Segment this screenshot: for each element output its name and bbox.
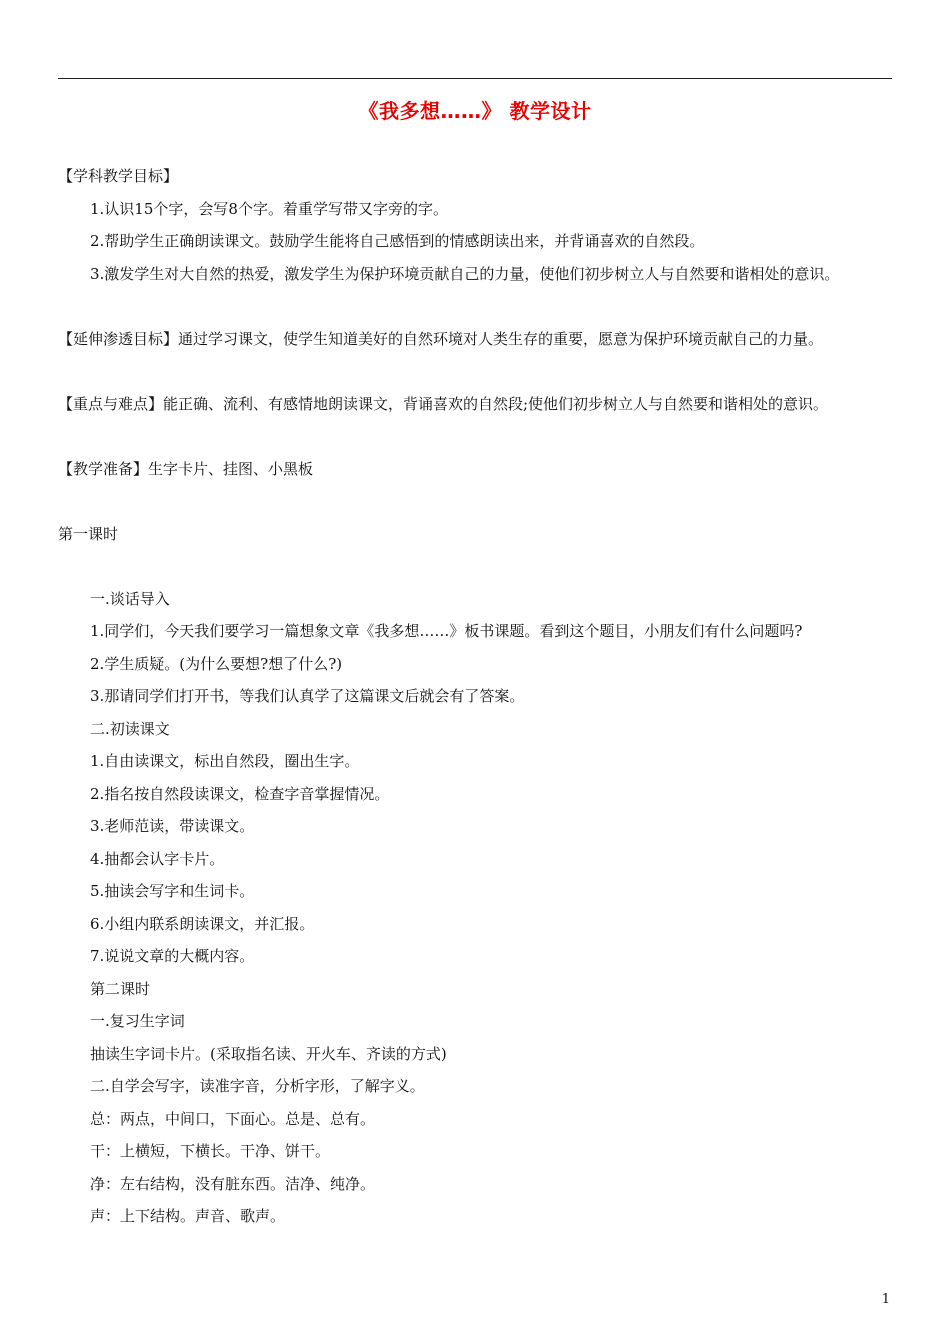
- goal-item-1: 1.认识15个字，会写8个字。着重学写带又字旁的字。: [90, 199, 448, 218]
- lesson-1-section-1-title: 一.谈话导入: [90, 589, 170, 608]
- page-number: 1: [881, 1292, 890, 1307]
- lesson-1-section-2-title: 二.初读课文: [90, 719, 170, 738]
- character-entry: 总：两点，中间口，下面心。总是、总有。: [90, 1109, 376, 1128]
- header-rule: [58, 78, 892, 79]
- lesson-1-section-2-item: 5.抽读会写字和生词卡。: [90, 882, 255, 900]
- teaching-prep: 【教学准备】生字卡片、挂图、小黑板: [58, 459, 314, 478]
- lesson-2-label: 第二课时: [90, 979, 151, 998]
- goal-item-2: 2.帮助学生正确朗读课文。鼓励学生能将自己感悟到的情感朗读出来，并背诵喜欢的自然段。: [90, 232, 705, 250]
- lesson-1-section-1-item: 3.那请同学们打开书，等我们认真学了这篇课文后就会有了答案。: [90, 687, 525, 705]
- lesson-2-section-2-title: 二.自学会写字，读准字音，分析字形，了解字义。: [90, 1077, 425, 1095]
- lesson-1-section-2-item: 4.抽都会认字卡片。: [90, 849, 225, 868]
- lesson-1-section-1-item: 1.同学们，今天我们要学习一篇想象文章《我多想……》板书课题。看到这个题目，小朋友们有什么问题吗?: [90, 622, 803, 640]
- extension-goal: 【延伸渗透目标】通过学习课文，使学生知道美好的自然环境对人类生存的重要，愿意为保护环境贡献自己的力量。: [58, 329, 824, 348]
- key-points: 【重点与难点】能正确、流利、有感情地朗读课文，背诵喜欢的自然段;使他们初步树立人与自然要和谐相处的意识。: [58, 394, 829, 413]
- character-entry: 净：左右结构，没有脏东西。洁净、纯净。: [90, 1174, 376, 1193]
- goals-heading: 【学科教学目标】: [58, 167, 179, 185]
- lesson-1-section-2-item: 6.小组内联系朗读课文，并汇报。: [90, 914, 315, 933]
- document-title: 《我多想……》 教学设计: [358, 99, 592, 123]
- lesson-1-section-1-item: 2.学生质疑。(为什么要想?想了什么?): [90, 654, 343, 673]
- character-entry: 声：上下结构。声音、歌声。: [90, 1207, 286, 1225]
- document-body: [58, 160, 892, 1233]
- lesson-2-section-1-title: 一.复习生字词: [90, 1012, 185, 1030]
- lesson-1-section-2-item: 1.自由读课文，标出自然段，圈出生字。: [90, 752, 360, 770]
- lesson-1-label: 第一课时: [58, 524, 119, 543]
- lesson-1-section-2-item: 7.说说文章的大概内容。: [90, 947, 255, 965]
- character-entry: 干：上横短，下横长。干净、饼干。: [90, 1142, 331, 1160]
- lesson-1-section-2-item: 3.老师范读，带读课文。: [90, 817, 255, 835]
- lesson-1-section-2-item: 2.指名按自然段读课文，检查字音掌握情况。: [90, 784, 390, 803]
- goal-item-3: 3.激发学生对大自然的热爱，激发学生为保护环境贡献自己的力量，使他们初步树立人与自然要和谐相处的意识。: [90, 264, 840, 283]
- lesson-2-section-1-text: 抽读生字词卡片。(采取指名读、开火车、齐读的方式): [90, 1044, 447, 1063]
